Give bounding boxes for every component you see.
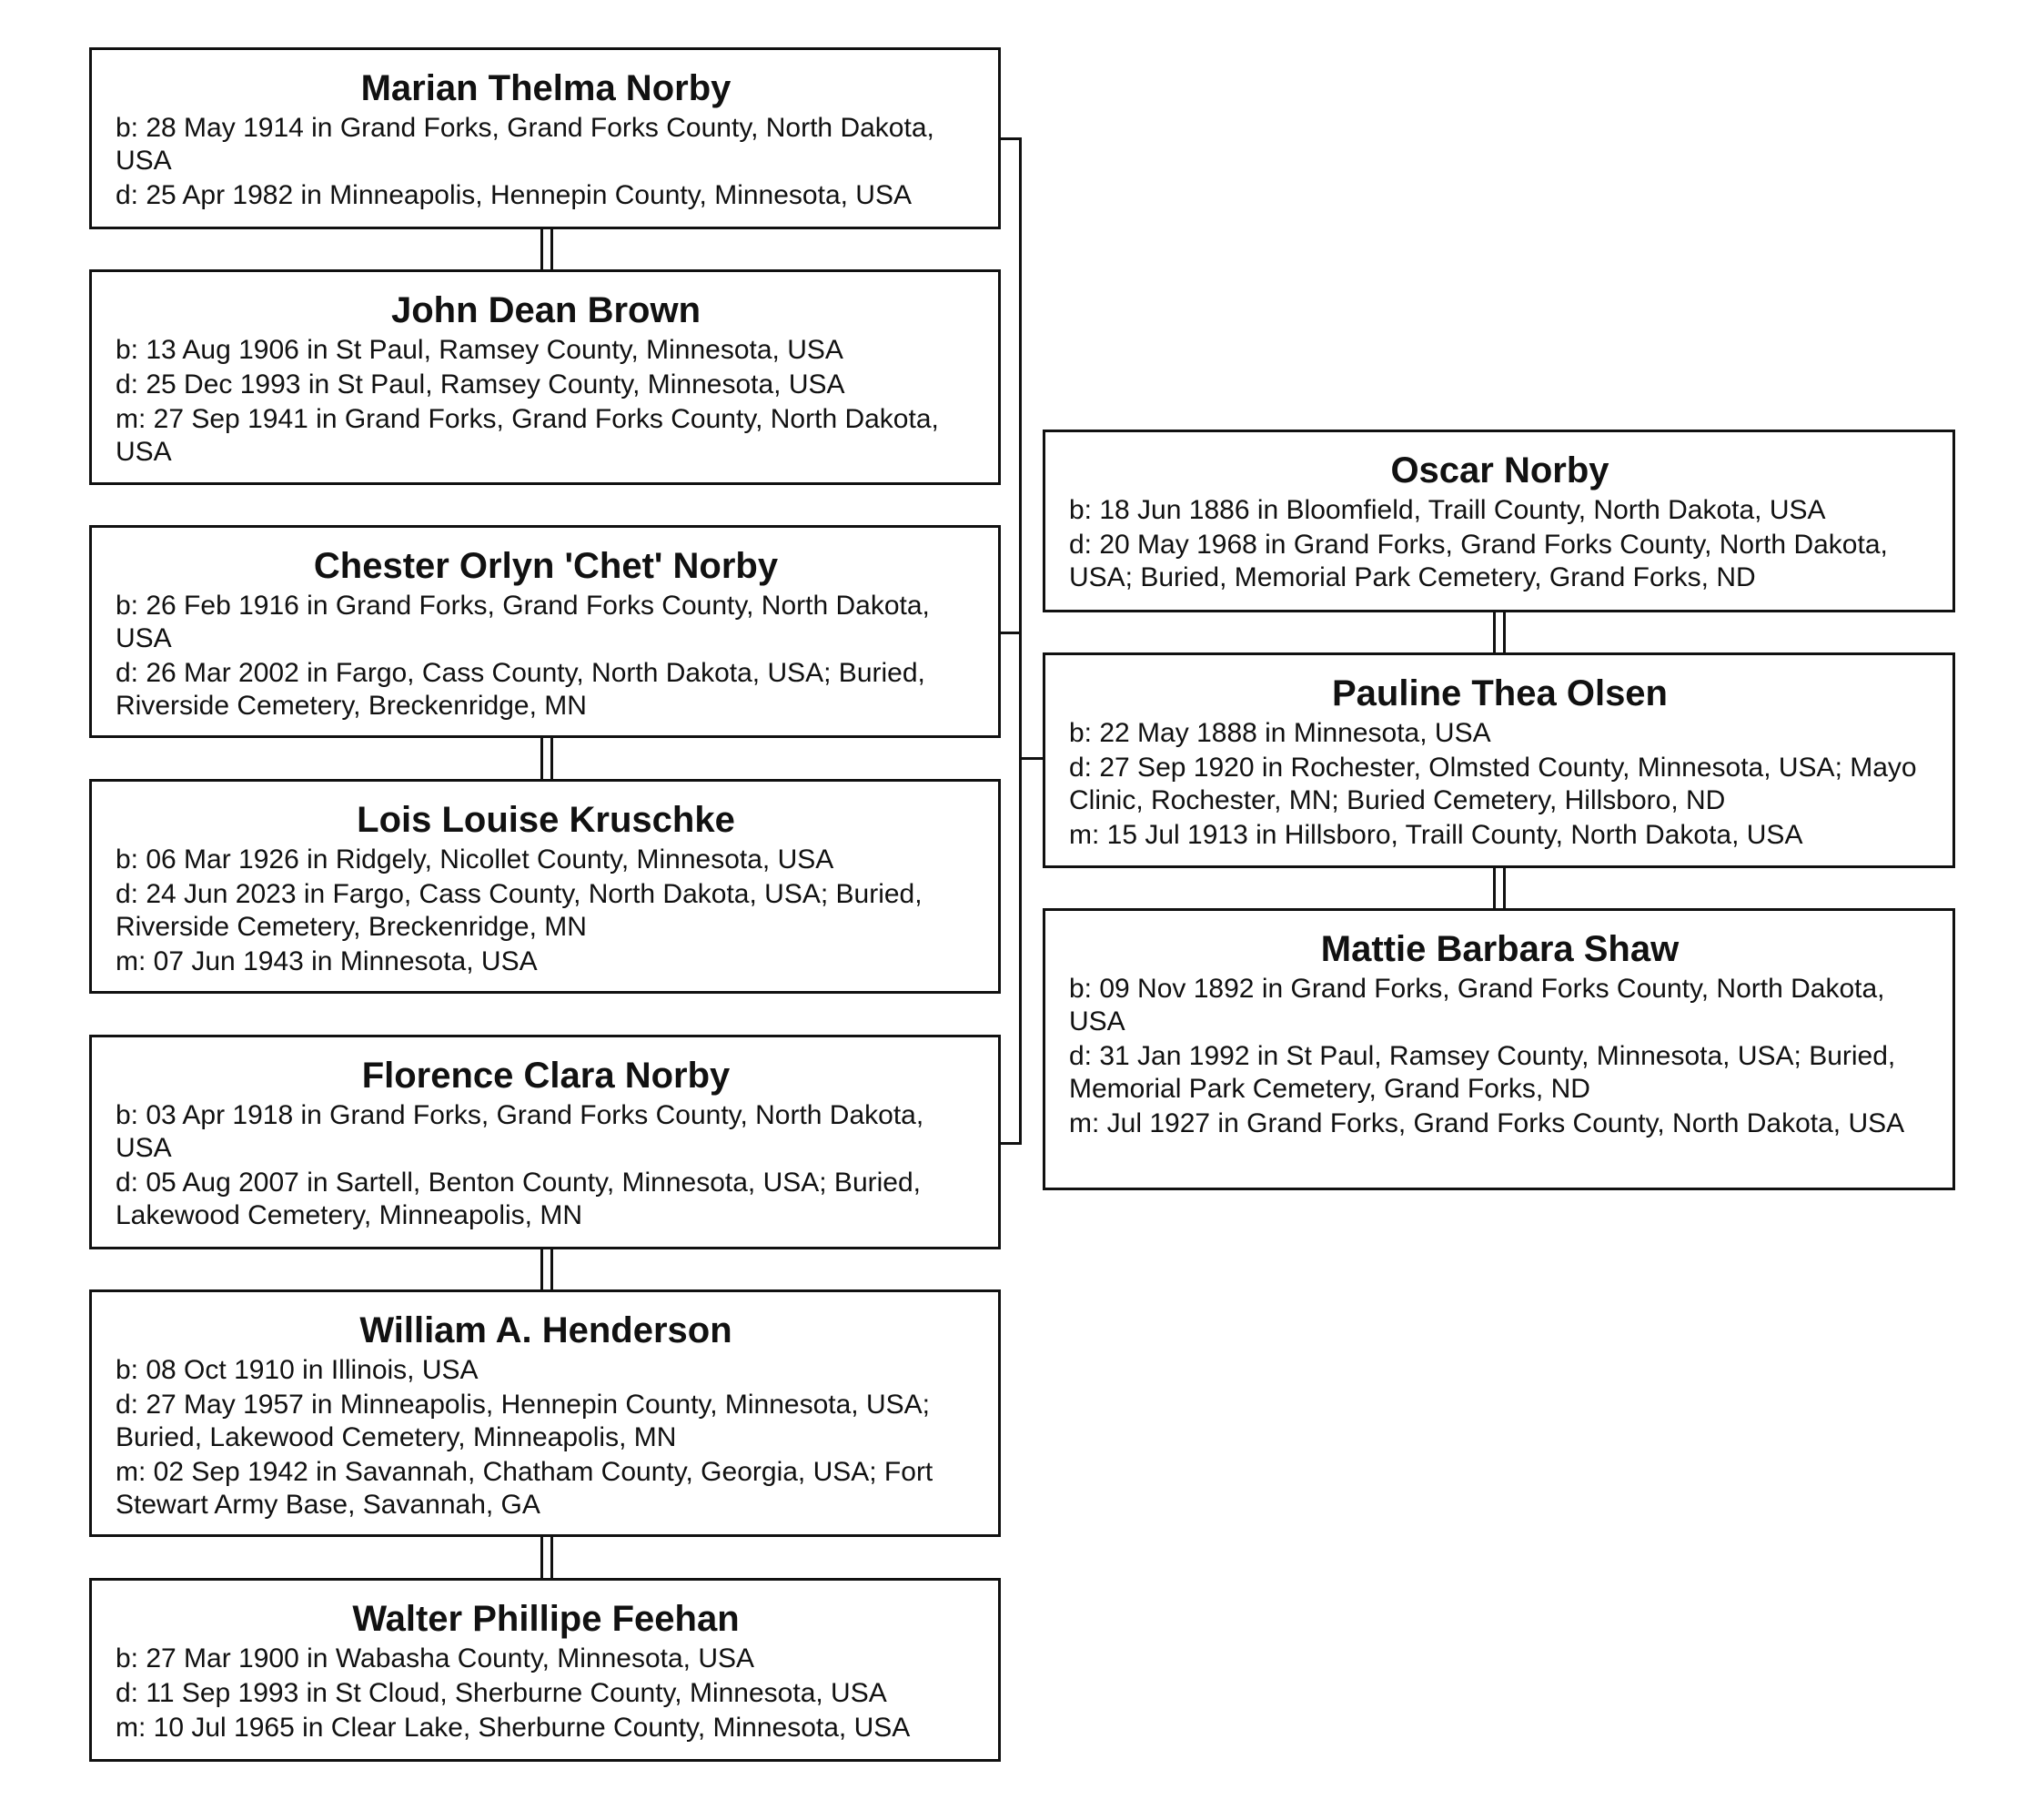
marriage-info: m: 27 Sep 1941 in Grand Forks, Grand Forks County, North Dakota, USA [116,404,939,467]
birth-info: b: 09 Nov 1892 in Grand Forks, Grand Forks County, North Dakota, USA [1069,974,1885,1036]
person-name: Florence Clara Norby [361,1056,731,1096]
marriage-info: m: 02 Sep 1942 in Savannah, Chatham County, Georgia, USA; Fort Stewart Army Base, Savannah, GA [116,1457,933,1520]
spouse-connector [540,1249,553,1289]
death-info: d: 31 Jan 1992 in St Paul, Ramsey County, Minnesota, USA; Buried, Memorial Park Cemetery, Grand Forks, ND [1069,1041,1896,1104]
person-card-oscar-norby[interactable] [1043,430,1955,612]
person-name: John Dean Brown [390,290,701,330]
death-info: d: 11 Sep 1993 in St Cloud, Sherburne County, Minnesota, USA [116,1678,887,1708]
birth-info: b: 27 Mar 1900 in Wabasha County, Minnesota, USA [116,1643,755,1673]
death-info: d: 24 Jun 2023 in Fargo, Cass County, North Dakota, USA; Buried, Riverside Cemetery, Breckenridge, MN [116,879,923,942]
person-card-pauline-thea-olsen[interactable] [1043,652,1955,868]
birth-info: b: 22 May 1888 in Minnesota, USA [1069,718,1491,748]
person-card-lois-louise-kruschke[interactable] [89,779,1001,994]
person-name: Mattie Barbara Shaw [1320,929,1680,969]
person-card-chester-orlyn-norby[interactable] [89,525,1001,738]
birth-info: b: 06 Mar 1926 in Ridgely, Nicollet County, Minnesota, USA [116,844,834,875]
person-card-william-a-henderson[interactable] [89,1289,1001,1537]
person-card-walter-phillipe-feehan[interactable] [89,1578,1001,1762]
person-name: William A. Henderson [359,1310,732,1350]
person-name: Chester Orlyn 'Chet' Norby [313,546,779,586]
spouse-connector [1493,868,1506,908]
marriage-info: m: Jul 1927 in Grand Forks, Grand Forks County, North Dakota, USA [1069,1108,1905,1138]
person-name: Lois Louise Kruschke [357,800,735,840]
person-name: Pauline Thea Olsen [1331,673,1668,713]
birth-info: b: 08 Oct 1910 in Illinois, USA [116,1355,479,1385]
death-info: d: 25 Apr 1982 in Minneapolis, Hennepin County, Minnesota, USA [116,180,912,210]
death-info: d: 26 Mar 2002 in Fargo, Cass County, North Dakota, USA; Buried, Riverside Cemetery, Breckenridge, MN [116,658,925,721]
person-name: Oscar Norby [1390,450,1609,490]
death-info: d: 25 Dec 1993 in St Paul, Ramsey County, Minnesota, USA [116,369,845,399]
person-card-john-dean-brown[interactable] [89,269,1001,485]
spouse-connector [540,738,553,779]
marriage-info: m: 10 Jul 1965 in Clear Lake, Sherburne County, Minnesota, USA [116,1713,911,1743]
bracket-tick-marian [1001,137,1022,140]
person-card-mattie-barbara-shaw[interactable] [1043,908,1955,1190]
person-name: Marian Thelma Norby [360,68,731,108]
birth-info: b: 26 Feb 1916 in Grand Forks, Grand Forks County, North Dakota, USA [116,591,930,653]
person-card-florence-clara-norby[interactable] [89,1035,1001,1249]
birth-info: b: 28 May 1914 in Grand Forks, Grand Forks County, North Dakota, USA [116,113,934,176]
death-info: d: 20 May 1968 in Grand Forks, Grand Forks County, North Dakota, USA; Buried, Memorial Park Cemetery, Grand Forks, ND [1069,530,1888,592]
marriage-info: m: 07 Jun 1943 in Minnesota, USA [116,946,538,976]
birth-info: b: 13 Aug 1906 in St Paul, Ramsey County, Minnesota, USA [116,335,843,365]
person-card-marian-thelma-norby[interactable] [89,47,1001,229]
bracket-tick-chester [1001,632,1022,634]
marriage-info: m: 15 Jul 1913 in Hillsboro, Traill County, North Dakota, USA [1069,820,1803,850]
death-info: d: 27 May 1957 in Minneapolis, Hennepin County, Minnesota, USA; Buried, Lakewood Cemetery, Minneapolis, MN [116,1390,930,1452]
spouse-connector [540,1537,553,1578]
spouse-connector [1493,612,1506,652]
death-info: d: 05 Aug 2007 in Sartell, Benton County, Minnesota, USA; Buried, Lakewood Cemetery, Minneapolis, MN [116,1168,921,1230]
birth-info: b: 03 Apr 1918 in Grand Forks, Grand Forks County, North Dakota, USA [116,1100,924,1163]
bracket-to-parents [1019,757,1044,760]
spouse-connector [540,229,553,269]
death-info: d: 27 Sep 1920 in Rochester, Olmsted County, Minnesota, USA; Mayo Clinic, Rochester, MN; Buried Cemetery, Hillsboro, ND [1069,753,1917,815]
person-name: Walter Phillipe Feehan [352,1599,740,1639]
birth-info: b: 18 Jun 1886 in Bloomfield, Traill County, North Dakota, USA [1069,495,1826,525]
bracket-tick-florence [1001,1142,1022,1145]
bracket-vertical-line [1019,137,1022,1145]
